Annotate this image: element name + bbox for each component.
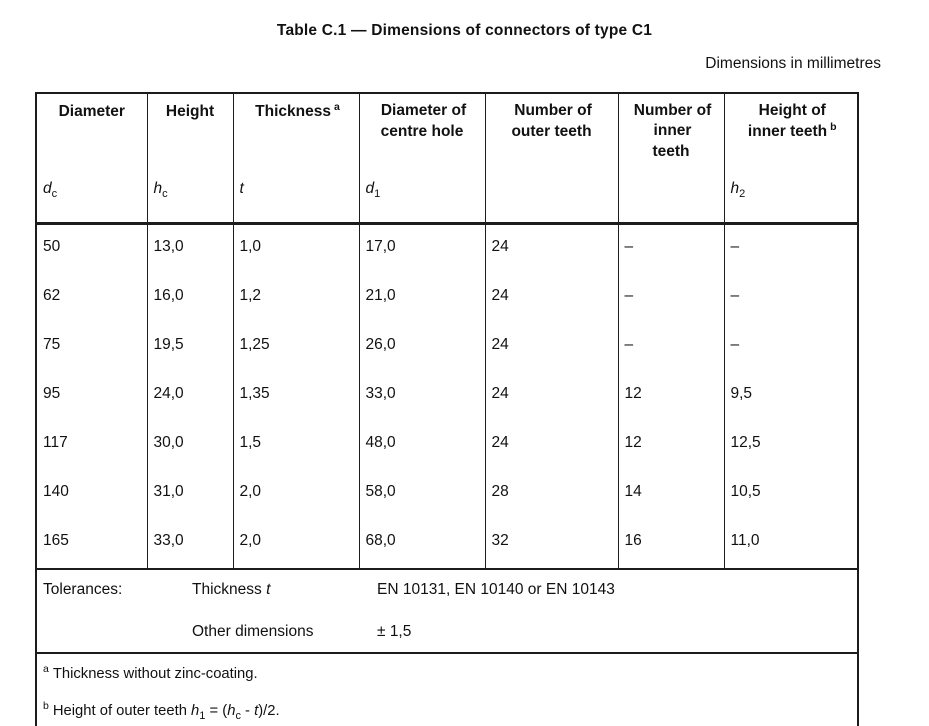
table-cell: 24 xyxy=(485,224,618,275)
column-header-height xyxy=(147,93,233,224)
tolerance-value: EN 10131, EN 10140 or EN 10143 xyxy=(377,581,615,598)
table-row xyxy=(36,470,858,519)
header-label: Number of outer teeth xyxy=(511,102,592,140)
table-cell: 30,0 xyxy=(147,421,233,470)
header-symbol: $h_2$ xyxy=(730,179,746,200)
table-cell: 24 xyxy=(485,274,618,323)
tolerances-row xyxy=(36,569,858,653)
table-cell: 16 xyxy=(618,519,724,569)
table-cell: – xyxy=(618,224,724,275)
header-label: Diameter xyxy=(58,103,125,121)
table-cell: 31,0 xyxy=(147,470,233,519)
tolerances-label: Tolerances: xyxy=(43,581,123,598)
header-label: Diameter of centre hole xyxy=(380,102,467,140)
table-footer xyxy=(36,569,858,726)
footnote-a: $^a$ Thickness without zinc-coating. xyxy=(43,663,258,682)
tolerance-thickness xyxy=(43,581,857,600)
table-cell: 13,0 xyxy=(147,224,233,275)
table-cell: – xyxy=(618,323,724,372)
table-cell: 9,5 xyxy=(724,372,858,421)
header-label: Height xyxy=(165,103,215,121)
units-note: Dimensions in millimetres xyxy=(705,55,881,72)
header-label: Thickness $^a$ xyxy=(255,101,340,121)
table-cell: 12 xyxy=(618,421,724,470)
footnotes-row xyxy=(36,653,858,726)
table-cell: 117 xyxy=(36,421,147,470)
header-symbol: t xyxy=(239,179,244,197)
table-cell: 12,5 xyxy=(724,421,858,470)
tolerance-name: Thickness t xyxy=(192,581,271,598)
table-cell: 1,0 xyxy=(233,224,359,275)
table-cell: 12 xyxy=(618,372,724,421)
tolerance-value: ± 1,5 xyxy=(377,622,412,640)
table-body xyxy=(36,224,858,570)
header-label: Height of inner teeth $^b$ xyxy=(747,102,837,140)
table-row xyxy=(36,274,858,323)
table-cell: 75 xyxy=(36,323,147,372)
table-cell: 28 xyxy=(485,470,618,519)
table-cell: 165 xyxy=(36,519,147,569)
table-cell: 58,0 xyxy=(359,470,485,519)
table-cell: 19,5 xyxy=(147,323,233,372)
table-row xyxy=(36,421,858,470)
table-cell: – xyxy=(618,274,724,323)
table-cell: 26,0 xyxy=(359,323,485,372)
table-row xyxy=(36,224,858,275)
table-cell: 10,5 xyxy=(724,470,858,519)
table-cell: 32 xyxy=(485,519,618,569)
table-cell: 24,0 xyxy=(147,372,233,421)
table-cell: 1,2 xyxy=(233,274,359,323)
table-cell: 68,0 xyxy=(359,519,485,569)
header-symbol: $h_c$ xyxy=(153,179,168,200)
header-label: Number of inner teeth xyxy=(633,102,712,160)
tolerance-other xyxy=(43,623,857,642)
table-cell: 24 xyxy=(485,372,618,421)
table-cell: 21,0 xyxy=(359,274,485,323)
column-header-inner-teeth-height xyxy=(724,93,858,224)
table-cell: 95 xyxy=(36,372,147,421)
footnote-b: $^b$ Height of outer teeth $h_1 = (h_c - t)/2$. xyxy=(43,700,280,723)
table-cell: 33,0 xyxy=(147,519,233,569)
column-header-outer-teeth xyxy=(485,93,618,224)
table-header xyxy=(36,93,858,224)
table-cell: 33,0 xyxy=(359,372,485,421)
table-cell: 1,25 xyxy=(233,323,359,372)
table-cell: 2,0 xyxy=(233,519,359,569)
table-cell: 24 xyxy=(485,323,618,372)
table-cell: – xyxy=(724,323,858,372)
table-cell: 48,0 xyxy=(359,421,485,470)
column-header-diameter xyxy=(36,93,147,224)
table-cell: 140 xyxy=(36,470,147,519)
column-header-thickness xyxy=(233,93,359,224)
table-cell: – xyxy=(724,224,858,275)
table-cell: 2,0 xyxy=(233,470,359,519)
table-cell: 1,35 xyxy=(233,372,359,421)
table-cell: 11,0 xyxy=(724,519,858,569)
column-header-centre-hole-diameter xyxy=(359,93,485,224)
table-row xyxy=(36,519,858,569)
table-cell: 17,0 xyxy=(359,224,485,275)
table-cell: 62 xyxy=(36,274,147,323)
table-cell: 24 xyxy=(485,421,618,470)
dimensions-table xyxy=(35,92,859,726)
header-symbol: $d_c$ xyxy=(43,179,58,200)
header-symbol: $d_1$ xyxy=(365,179,381,200)
column-header-inner-teeth xyxy=(618,93,724,224)
table-row xyxy=(36,323,858,372)
tolerance-name: Other dimensions xyxy=(192,622,314,640)
header-row xyxy=(36,93,858,224)
table-cell: 16,0 xyxy=(147,274,233,323)
table-cell: 50 xyxy=(36,224,147,275)
table-cell: – xyxy=(724,274,858,323)
table-row xyxy=(36,372,858,421)
table-cell: 14 xyxy=(618,470,724,519)
table-cell: 1,5 xyxy=(233,421,359,470)
page-title: Table C.1 — Dimensions of connectors of type C1 xyxy=(276,22,653,39)
